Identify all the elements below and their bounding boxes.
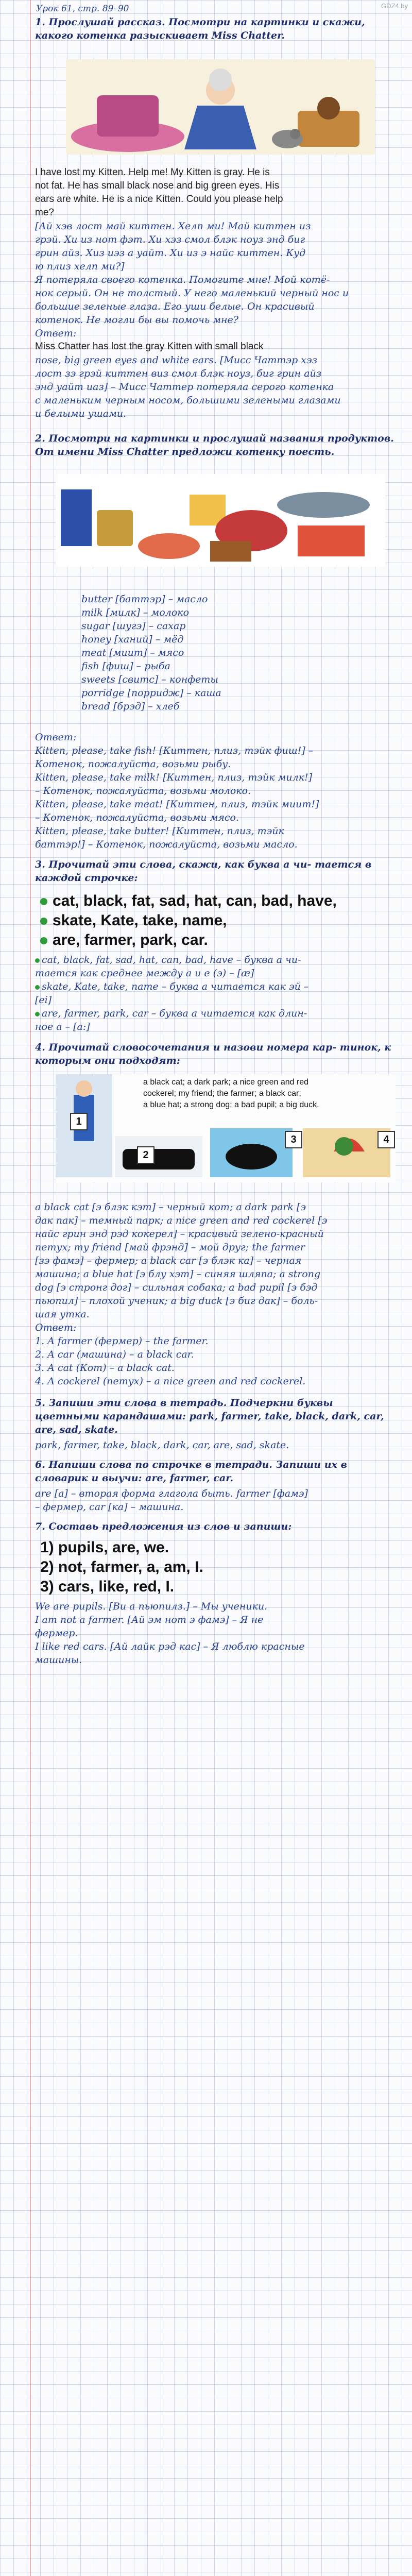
ex3-row-text: are, farmer, park, car. <box>53 931 208 948</box>
ex1-line: и белыми ушами. <box>35 408 127 419</box>
answer-line: – Котенок, пожалуйста, возьми мясо. <box>35 812 239 823</box>
answer-text: cat, black, fat, sad, hat, can, bad, have – буква а чи- <box>42 954 301 965</box>
ex4-phrases <box>143 1077 390 1111</box>
ex4-line: a black cat [э блэк кэт] – черный кот; a dark park [э <box>35 1201 306 1213</box>
ex4-line: dog [э стронг дог] – сильная собака; a bad pupil [э бэд <box>35 1282 318 1293</box>
grandma-scene-icon <box>66 59 375 155</box>
answer-line: Котенок, пожалуйста, возьми рыбу. <box>35 758 231 770</box>
bullet-icon <box>40 918 47 925</box>
ex6-line: – фермер, car [ка] – машина. <box>35 1501 184 1513</box>
ex1-line: ears are white. He is a nice Kitten. Could you please help <box>35 194 283 205</box>
vocab-item: honey [ханий] – мёд <box>81 634 184 645</box>
phrase-line: cockerel; my friend; the farmer; a black car; <box>143 1089 301 1098</box>
answer-line: [ei] <box>35 994 52 1006</box>
picture-number: 4 <box>377 1131 395 1148</box>
vocab-item: butter [баттэр] – масло <box>81 594 208 605</box>
ex4-line: найс грин энд рэд кокерел] – красивый зелено-красный <box>35 1228 324 1240</box>
ex4-line: пьюпил] – плохой ученик; a big duck [э биг дак] – боль- <box>35 1295 318 1307</box>
ex1-line: me? <box>35 207 54 218</box>
ex1-title: 1. Прослушай рассказ. Посмотри на картинки и скажи, какого котенка разыскивает Miss Chatter. <box>35 16 365 41</box>
ex1-line: ю плиз хелп ми?] <box>35 261 125 272</box>
bullet-icon <box>35 958 40 963</box>
ex1-line: Miss Chatter has lost the gray Kitten with small black <box>35 341 264 352</box>
lesson-header: Урок 61, стр. 89–90 <box>36 4 129 14</box>
ex3-title: 3. Прочитай эти слова, скажи, как буква а чи- тается в каждой строчке: <box>35 859 372 884</box>
ex3-row <box>40 891 401 911</box>
vocab-item: fish [фиш] – рыба <box>81 660 170 672</box>
ex5-title: 5. Запиши эти слова в тетрадь. Подчеркни буквы цветными карандашами: park, farmer, take, black, dark, car, are, sad, skate. <box>35 1397 384 1435</box>
vocab-item: meat [миит] – мясо <box>81 647 184 658</box>
vocab-item: milk [милк] – молоко <box>81 607 190 618</box>
ex2-vocab <box>35 592 406 713</box>
ex1-text <box>35 166 406 420</box>
ex1-line: Ответ: <box>35 328 77 339</box>
picture-number: 1 <box>70 1113 88 1130</box>
ex3-rows <box>40 891 401 950</box>
ex1-line: большие зеленые глаза. Его уши белые. Он красивый <box>35 301 315 312</box>
answer-line: Kitten, please, take butter! [Киттен, плиз, тэйк <box>35 825 284 837</box>
ex7-title: 7. Составь предложения из слов и запиши: <box>35 1521 292 1532</box>
ex4-line: 2. A car (машина) – a black car. <box>35 1349 194 1360</box>
ex7-row: 3) cars, like, red, I. <box>40 1578 175 1595</box>
ex1-line: грэй. Хи из нот фэт. Хи хэз смол блэк ноуз энд биг <box>35 234 305 245</box>
ex1-line: с маленьким черным носом, большими зелеными глазами <box>35 395 341 406</box>
ex3-row <box>40 930 401 950</box>
ex2-answer <box>35 731 406 851</box>
ex1-line: энд уайт иаз] – Мисс Чаттер потеряла серого котенка <box>35 381 334 393</box>
margin-line <box>30 0 31 2576</box>
ex4-line: 1. A farmer (фермер) – the farmer. <box>35 1335 209 1347</box>
ex3-row-text: skate, Kate, take, name, <box>53 912 227 929</box>
ex1-line: not fat. He has small black nose and big green eyes. His <box>35 180 280 191</box>
answer-line <box>35 1007 406 1020</box>
ex4-line: дак пак] – темный парк; a nice green and red cockerel [э <box>35 1215 328 1226</box>
bullet-icon <box>40 937 47 944</box>
answer-text: skate, Kate, take, name – буква а читается как эй – <box>42 981 309 992</box>
ex4-text <box>35 1200 406 1388</box>
picture-number: 2 <box>137 1146 154 1164</box>
answer-line: – Котенок, пожалуйста, возьми молоко. <box>35 785 251 796</box>
ex3-answer <box>35 953 406 1033</box>
answer-line: тается как среднее между а и е (э) – [æ] <box>35 968 254 979</box>
ex3-row <box>40 911 401 930</box>
answer-line: Kitten, please, take fish! [Киттен, плиз, тэйк фиш!] – <box>35 745 314 756</box>
ex7-line: машины. <box>35 1654 82 1666</box>
ex7-row: 2) not, farmer, a, am, I. <box>40 1558 203 1575</box>
ex1-line: нок серый. Он не толстый. У него маленький черный нос и <box>35 287 349 299</box>
phrase-line: a black cat; a dark park; a nice green and red <box>143 1078 309 1087</box>
ex7-line: I like red cars. [Ай лайк рэд кас] – Я люблю красные <box>35 1641 305 1652</box>
ex7-line: фермер. <box>35 1628 78 1639</box>
answer-line <box>35 953 406 967</box>
vocab-item: sugar [шугэ] – сахар <box>81 620 186 632</box>
bullet-icon <box>40 898 47 905</box>
ex7-line: We are pupils. [Ви а пьюпилз.] – Мы ученики. <box>35 1601 268 1612</box>
watermark: GDZ4.by <box>381 2 408 10</box>
ex6-line: are [а] – вторая форма глагола быть. farmer [фамэ] <box>35 1488 308 1499</box>
ex6-text <box>35 1487 406 1514</box>
ex1-line: котенок. Не могли бы вы помочь мне? <box>35 314 238 326</box>
answer-line: Ответ: <box>35 732 77 743</box>
ex1-line: nose, big green eyes and white ears. [Мисс Чаттэр хэз <box>35 354 317 366</box>
ex7-text <box>35 1600 406 1667</box>
ex1-line: грин айз. Хиз иэз а уайт. Хи из э найс киттен. Куд <box>35 247 306 259</box>
ex6-title: 6. Напиши слова по строчке в тетради. Запиши их в словарик и выучи: are, farmer, car. <box>35 1459 347 1484</box>
ex4-line: [зэ фамэ] – фермер; a black car [э блэк ка] – черная <box>35 1255 302 1266</box>
answer-line <box>35 980 406 993</box>
answer-text: are, farmer, park, car – буква а читается как длин- <box>42 1008 307 1019</box>
food-items <box>56 474 385 567</box>
ex1-line: Я потеряла своего котенка. Помогите мне! Мой котё- <box>35 274 330 285</box>
ex7-line: I am not a farmer. [Ай эм нот э фамэ] – Я не <box>35 1614 264 1625</box>
ex1-line: [Ай хэв лост май киттен. Хелп ми! Май киттен из <box>35 221 311 232</box>
ex4-line: шая утка. <box>35 1309 90 1320</box>
ex7-rows <box>40 1538 401 1597</box>
bullet-icon <box>35 985 40 990</box>
ex7-row: 1) pupils, are, we. <box>40 1539 169 1556</box>
picture-number: 3 <box>285 1131 302 1148</box>
answer-line: Kitten, please, take meat! [Киттен, плиз, тэйк миит!] <box>35 799 319 810</box>
ex4-line: петух; my friend [май фрэнд] – мой друг; the farmer <box>35 1242 305 1253</box>
food-icon <box>56 474 385 567</box>
ex4-title: 4. Прочитай словосочетания и назови номера кар- тинок, к которым они подходят: <box>35 1042 391 1066</box>
ex5-answer: park, farmer, take, black, dark, car, are, sad, skate. <box>35 1439 289 1451</box>
vocab-item: porridge [порридж] – каша <box>81 687 221 699</box>
answer-line: Kitten, please, take milk! [Киттен, плиз, тэйк милк!] <box>35 772 313 783</box>
grandma-illustration <box>66 59 375 155</box>
ex4-line: 3. A cat (Кот) – a black cat. <box>35 1362 175 1374</box>
ex1-line: лост зэ грэй киттен виз смол блэк ноуз, биг грин айз <box>35 368 322 379</box>
ex2-title: 2. Посмотри на картинки и прослушай названия продуктов. От имени Miss Chatter предложи котенку поесть. <box>35 433 394 457</box>
answer-line: ное а – [a:] <box>35 1021 90 1032</box>
ex1-line: I have lost my Kitten. Help me! My Kitten is gray. He is <box>35 167 270 178</box>
ex4-line: Ответ: <box>35 1322 77 1333</box>
ex3-row-text: cat, black, fat, sad, hat, can, bad, have, <box>53 892 337 909</box>
vocab-item: bread [брэд] – хлеб <box>81 701 180 712</box>
ex4-line: машина; a blue hat [э блу хэт] – синяя шляпа; a strong <box>35 1268 321 1280</box>
bullet-icon <box>35 1012 40 1016</box>
vocab-item: sweets [свитс] – конфеты <box>81 674 218 685</box>
answer-line: баттэр!] – Котенок, пожалуйста, возьми масло. <box>35 839 298 850</box>
phrase-line: a blue hat; a strong dog; a bad pupil; a big duck. <box>143 1100 319 1109</box>
ex4-line: 4. A cockerel (петух) – a nice green and red cockerel. <box>35 1376 306 1387</box>
